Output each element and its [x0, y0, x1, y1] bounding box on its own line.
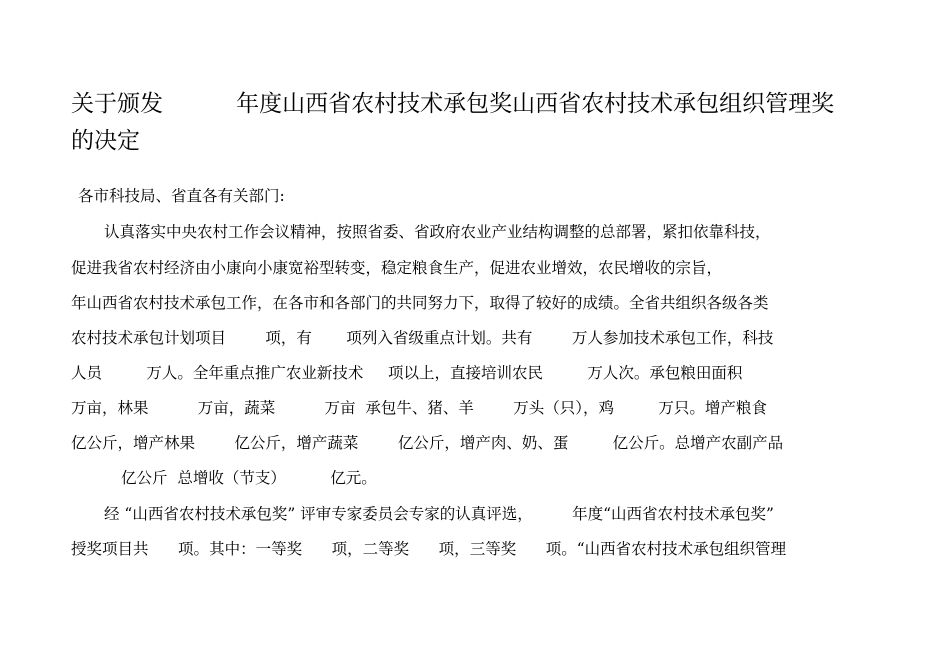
body-line-6: 万亩，林果 万亩，蔬菜 万亩 承包牛、猪、羊 万头（只），鸡 万只。增产粮食 — [71, 399, 767, 417]
body-line-4: 农村技术承包计划项目 项，有 项列入省级重点计划。共有 万人参加技术承包工作，科技 — [71, 329, 774, 347]
body-line-1: 认真落实中央农村工作会议精神，按照省委、省政府农业产业结构调整的总部署，紧扣依靠科技， — [104, 223, 771, 241]
salutation: 各市科技局、省直各有关部门: — [78, 187, 285, 205]
body-line-3: 年山西省农村技术承包工作，在各市和各部门的共同努力下，取得了较好的成绩。全省共组织各级各类 — [71, 294, 769, 312]
body-line-2: 促进我省农村经济由小康向小康宽裕型转变，稳定粮食生产，促进农业增效，农民增收的宗旨， — [71, 259, 723, 277]
body-line-7: 亿公斤，增产林果 亿公斤，增产蔬菜 亿公斤，增产肉、奶、蛋 亿公斤。总增产农副产品 — [71, 434, 784, 452]
title-line-2: 的决定 — [71, 128, 140, 154]
body-line-5: 人员 万人。全年重点推广农业新技术 项以上，直接培训农民 万人次。承包粮田面积 — [71, 364, 743, 382]
body-line-10: 授奖项目共 项。其中：一等奖 项，二等奖 项，三等奖 项。“山西省农村技术承包组织管理 — [71, 540, 787, 558]
document-title — [71, 86, 891, 160]
body-line-8: 亿公斤 总增收（节支） 亿元。 — [121, 469, 377, 487]
title-line-1: 关于颁发 年度山西省农村技术承包奖山西省农村技术承包组织管理奖 — [71, 91, 835, 117]
body-line-9: 经 “山西省农村技术承包奖” 评审专家委员会专家的认真评选， 年度“山西省农村技术承包奖” — [104, 505, 774, 523]
